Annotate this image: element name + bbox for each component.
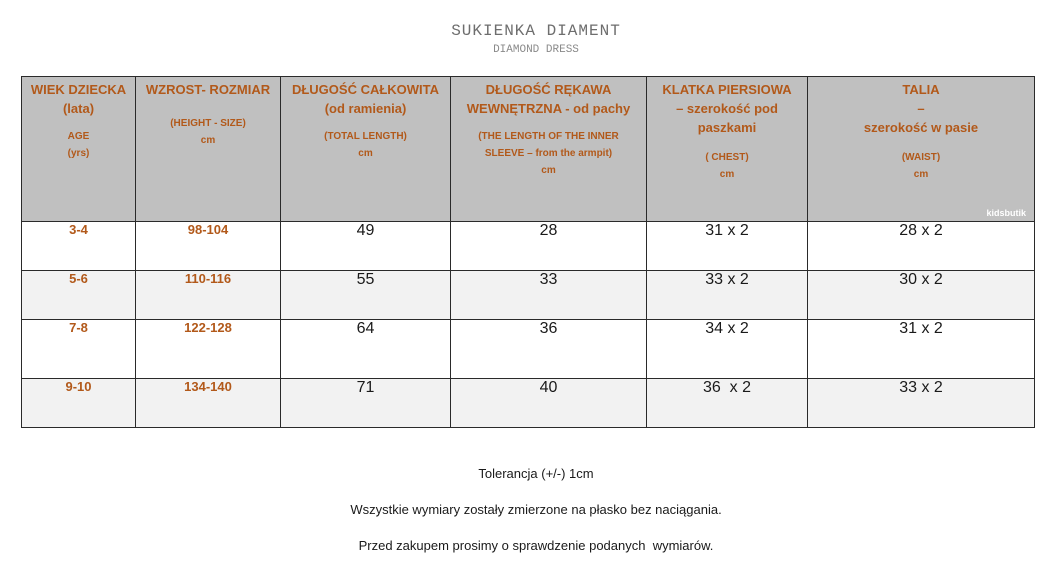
cell-height: 110-116: [136, 271, 281, 320]
cell-sleeve-length: 36: [451, 320, 647, 379]
measurement-note: Wszystkie wymiary zostały zmierzone na płasko bez naciągania.: [350, 502, 722, 517]
header-chest: [647, 77, 808, 222]
header-age: [22, 77, 136, 222]
table-row: [22, 320, 1035, 379]
cell-chest: 34 x 2: [647, 320, 808, 379]
header-sleeve-length: [451, 77, 647, 222]
header-chest-sublabel: ( CHEST) cm: [705, 152, 749, 180]
watermark-text: kidsbutik: [986, 208, 1026, 218]
cell-sleeve-length: 33: [451, 271, 647, 320]
cell-total-length: 71: [281, 379, 451, 428]
check-note: Przed zakupem prosimy o sprawdzenie podanych wymiarów.: [358, 538, 714, 553]
cell-total-length: 55: [281, 271, 451, 320]
cell-height: 122-128: [136, 320, 281, 379]
cell-waist: 31 x 2: [808, 320, 1035, 379]
cell-height: 98-104: [136, 222, 281, 271]
header-sleeve-length-sublabel: (THE LENGTH OF THE INNER SLEEVE – from the armpit) cm: [478, 131, 619, 176]
cell-height: 134-140: [136, 379, 281, 428]
header-total-length-sublabel: (TOTAL LENGTH) cm: [324, 131, 407, 159]
table-header-row: [22, 77, 1035, 222]
cell-total-length: 49: [281, 222, 451, 271]
cell-waist: 28 x 2: [808, 222, 1035, 271]
cell-total-length: 64: [281, 320, 451, 379]
header-chest-label: KLATKA PIERSIOWA – szerokość pod paszkami: [662, 82, 792, 135]
header-sleeve-length-label: DŁUGOŚĆ RĘKAWA WEWNĘTRZNA - od pachy: [466, 82, 631, 116]
header-height-label: WZROST- ROZMIAR: [145, 82, 271, 97]
tolerance-note: Tolerancja (+/-) 1cm: [478, 466, 594, 481]
header-waist-label: TALIA – szerokość w pasie: [863, 82, 979, 135]
table-row: [22, 222, 1035, 271]
header-height-sublabel: (HEIGHT - SIZE) cm: [170, 118, 246, 146]
size-table: [21, 76, 1035, 428]
header-height: [136, 77, 281, 222]
table-row: [22, 379, 1035, 428]
cell-age: 7-8: [22, 320, 136, 379]
product-subtitle: DIAMOND DRESS: [493, 44, 579, 56]
header-waist-sublabel: (WAIST) cm: [901, 152, 941, 180]
cell-sleeve-length: 40: [451, 379, 647, 428]
header-waist: [808, 77, 1035, 222]
header-age-sublabel: AGE (yrs): [67, 131, 90, 159]
cell-chest: 36 x 2: [647, 379, 808, 428]
header-age-label: WIEK DZIECKA (lata): [30, 82, 127, 116]
product-title: SUKIENKA DIAMENT: [451, 22, 621, 40]
cell-chest: 31 x 2: [647, 222, 808, 271]
header-total-length-label: DŁUGOŚĆ CAŁKOWITA (od ramienia): [291, 82, 440, 116]
cell-age: 9-10: [22, 379, 136, 428]
cell-age: 5-6: [22, 271, 136, 320]
header-total-length: [281, 77, 451, 222]
cell-sleeve-length: 28: [451, 222, 647, 271]
cell-chest: 33 x 2: [647, 271, 808, 320]
cell-waist: 33 x 2: [808, 379, 1035, 428]
table-row: [22, 271, 1035, 320]
cell-age: 3-4: [22, 222, 136, 271]
cell-waist: 30 x 2: [808, 271, 1035, 320]
